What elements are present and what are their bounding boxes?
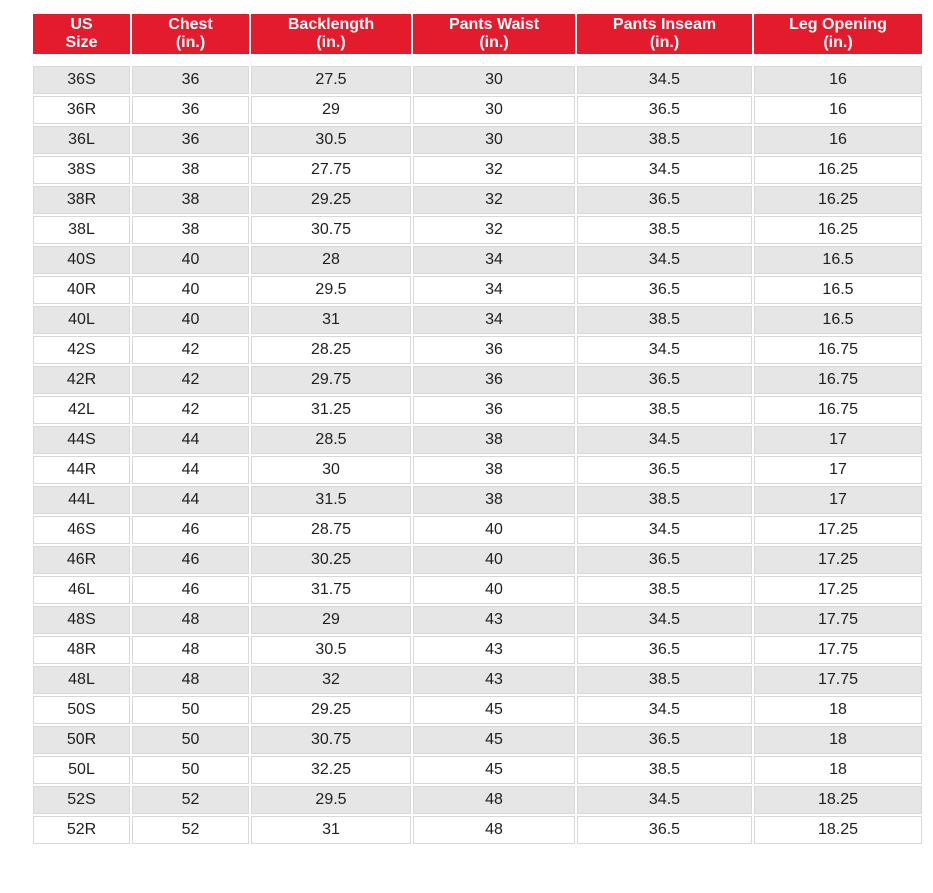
header-leg-opening: Leg Opening (in.)	[754, 14, 922, 54]
cell-backlength: 29.5	[251, 276, 411, 304]
cell-pants-waist: 30	[413, 96, 575, 124]
cell-chest: 48	[132, 666, 249, 694]
cell-us-size: 50L	[33, 756, 130, 784]
cell-us-size: 40R	[33, 276, 130, 304]
cell-us-size: 46S	[33, 516, 130, 544]
cell-chest: 42	[132, 366, 249, 394]
cell-pants-inseam: 34.5	[577, 696, 752, 724]
header-pants-inseam: Pants Inseam (in.)	[577, 14, 752, 54]
cell-us-size: 48L	[33, 666, 130, 694]
cell-pants-inseam: 34.5	[577, 516, 752, 544]
cell-us-size: 44S	[33, 426, 130, 454]
cell-us-size: 38L	[33, 216, 130, 244]
cell-pants-inseam: 36.5	[577, 456, 752, 484]
cell-leg-opening: 16.75	[754, 366, 922, 394]
cell-chest: 44	[132, 456, 249, 484]
cell-pants-waist: 38	[413, 456, 575, 484]
cell-leg-opening: 16	[754, 126, 922, 154]
cell-backlength: 30.75	[251, 726, 411, 754]
cell-leg-opening: 16.75	[754, 336, 922, 364]
cell-backlength: 30.5	[251, 636, 411, 664]
cell-pants-inseam: 38.5	[577, 756, 752, 784]
cell-pants-waist: 43	[413, 606, 575, 634]
cell-leg-opening: 18.25	[754, 786, 922, 814]
table-row	[33, 726, 922, 754]
size-chart-table	[31, 12, 924, 846]
cell-pants-waist: 38	[413, 486, 575, 514]
table-row	[33, 156, 922, 184]
cell-us-size: 50S	[33, 696, 130, 724]
table-row	[33, 426, 922, 454]
cell-us-size: 36L	[33, 126, 130, 154]
cell-pants-inseam: 34.5	[577, 786, 752, 814]
cell-us-size: 52S	[33, 786, 130, 814]
cell-chest: 42	[132, 336, 249, 364]
cell-backlength: 31.25	[251, 396, 411, 424]
header-us-size: US Size	[33, 14, 130, 54]
cell-leg-opening: 16.25	[754, 216, 922, 244]
cell-pants-inseam: 38.5	[577, 396, 752, 424]
cell-pants-waist: 38	[413, 426, 575, 454]
cell-pants-waist: 45	[413, 696, 575, 724]
cell-pants-inseam: 36.5	[577, 726, 752, 754]
table-row	[33, 276, 922, 304]
cell-chest: 40	[132, 276, 249, 304]
cell-pants-inseam: 38.5	[577, 306, 752, 334]
cell-backlength: 28.5	[251, 426, 411, 454]
cell-pants-inseam: 36.5	[577, 366, 752, 394]
cell-pants-waist: 45	[413, 726, 575, 754]
cell-pants-inseam: 38.5	[577, 216, 752, 244]
cell-backlength: 31	[251, 306, 411, 334]
cell-leg-opening: 18	[754, 756, 922, 784]
table-row	[33, 366, 922, 394]
header-spacer	[33, 56, 922, 64]
table-body	[33, 56, 922, 844]
cell-us-size: 42S	[33, 336, 130, 364]
cell-pants-inseam: 36.5	[577, 816, 752, 844]
cell-us-size: 38S	[33, 156, 130, 184]
table-row	[33, 636, 922, 664]
table-row	[33, 126, 922, 154]
table-row	[33, 696, 922, 724]
cell-us-size: 40S	[33, 246, 130, 274]
cell-backlength: 29.25	[251, 186, 411, 214]
cell-leg-opening: 16.5	[754, 306, 922, 334]
cell-pants-inseam: 34.5	[577, 336, 752, 364]
cell-pants-waist: 30	[413, 66, 575, 94]
cell-leg-opening: 16	[754, 66, 922, 94]
table-row	[33, 66, 922, 94]
table-row	[33, 306, 922, 334]
table-row	[33, 756, 922, 784]
cell-backlength: 31.75	[251, 576, 411, 604]
cell-backlength: 29.75	[251, 366, 411, 394]
cell-pants-waist: 36	[413, 366, 575, 394]
table-row	[33, 336, 922, 364]
cell-backlength: 30.5	[251, 126, 411, 154]
cell-pants-inseam: 34.5	[577, 426, 752, 454]
table-row	[33, 396, 922, 424]
cell-pants-waist: 48	[413, 786, 575, 814]
cell-pants-inseam: 34.5	[577, 66, 752, 94]
cell-pants-inseam: 34.5	[577, 156, 752, 184]
cell-us-size: 40L	[33, 306, 130, 334]
cell-pants-inseam: 36.5	[577, 96, 752, 124]
table-row	[33, 546, 922, 574]
cell-chest: 48	[132, 606, 249, 634]
cell-backlength: 29	[251, 96, 411, 124]
table-header	[33, 14, 922, 54]
cell-backlength: 29	[251, 606, 411, 634]
cell-chest: 40	[132, 246, 249, 274]
cell-leg-opening: 16.5	[754, 246, 922, 274]
cell-pants-inseam: 36.5	[577, 546, 752, 574]
cell-backlength: 30.25	[251, 546, 411, 574]
cell-leg-opening: 16.5	[754, 276, 922, 304]
table-row	[33, 606, 922, 634]
cell-us-size: 46L	[33, 576, 130, 604]
cell-leg-opening: 17.25	[754, 546, 922, 574]
header-chest: Chest (in.)	[132, 14, 249, 54]
table-row	[33, 216, 922, 244]
cell-leg-opening: 17.75	[754, 636, 922, 664]
cell-chest: 42	[132, 396, 249, 424]
cell-chest: 46	[132, 576, 249, 604]
cell-leg-opening: 18	[754, 726, 922, 754]
cell-leg-opening: 16.25	[754, 186, 922, 214]
cell-pants-waist: 36	[413, 336, 575, 364]
spacer-cell	[33, 56, 922, 64]
table-row	[33, 786, 922, 814]
cell-chest: 46	[132, 516, 249, 544]
cell-pants-waist: 32	[413, 156, 575, 184]
cell-leg-opening: 17.75	[754, 606, 922, 634]
cell-pants-inseam: 36.5	[577, 186, 752, 214]
cell-chest: 50	[132, 756, 249, 784]
cell-backlength: 27.75	[251, 156, 411, 184]
cell-leg-opening: 17.25	[754, 516, 922, 544]
cell-pants-inseam: 38.5	[577, 486, 752, 514]
cell-backlength: 29.5	[251, 786, 411, 814]
cell-pants-waist: 34	[413, 246, 575, 274]
cell-leg-opening: 18.25	[754, 816, 922, 844]
cell-us-size: 48R	[33, 636, 130, 664]
cell-chest: 38	[132, 186, 249, 214]
cell-pants-waist: 34	[413, 276, 575, 304]
cell-chest: 52	[132, 786, 249, 814]
cell-pants-waist: 30	[413, 126, 575, 154]
cell-pants-inseam: 38.5	[577, 666, 752, 694]
cell-leg-opening: 16.75	[754, 396, 922, 424]
cell-leg-opening: 17.75	[754, 666, 922, 694]
cell-pants-waist: 48	[413, 816, 575, 844]
cell-chest: 36	[132, 96, 249, 124]
cell-pants-inseam: 34.5	[577, 606, 752, 634]
cell-chest: 50	[132, 696, 249, 724]
table-row	[33, 486, 922, 514]
cell-pants-inseam: 38.5	[577, 576, 752, 604]
cell-pants-waist: 32	[413, 216, 575, 244]
cell-us-size: 36S	[33, 66, 130, 94]
cell-pants-waist: 36	[413, 396, 575, 424]
cell-backlength: 29.25	[251, 696, 411, 724]
cell-pants-waist: 43	[413, 666, 575, 694]
cell-leg-opening: 16	[754, 96, 922, 124]
cell-pants-waist: 40	[413, 546, 575, 574]
cell-backlength: 27.5	[251, 66, 411, 94]
cell-pants-inseam: 36.5	[577, 276, 752, 304]
table-row	[33, 516, 922, 544]
table-row	[33, 186, 922, 214]
cell-us-size: 48S	[33, 606, 130, 634]
cell-leg-opening: 18	[754, 696, 922, 724]
cell-chest: 36	[132, 66, 249, 94]
cell-backlength: 31	[251, 816, 411, 844]
cell-us-size: 52R	[33, 816, 130, 844]
cell-chest: 52	[132, 816, 249, 844]
cell-pants-waist: 40	[413, 576, 575, 604]
cell-pants-inseam: 36.5	[577, 636, 752, 664]
table-row	[33, 456, 922, 484]
cell-us-size: 44L	[33, 486, 130, 514]
cell-backlength: 30	[251, 456, 411, 484]
table-row	[33, 816, 922, 844]
cell-backlength: 28	[251, 246, 411, 274]
table-row	[33, 246, 922, 274]
cell-chest: 44	[132, 486, 249, 514]
cell-leg-opening: 17	[754, 456, 922, 484]
cell-chest: 50	[132, 726, 249, 754]
cell-us-size: 42L	[33, 396, 130, 424]
cell-pants-inseam: 34.5	[577, 246, 752, 274]
cell-us-size: 46R	[33, 546, 130, 574]
cell-backlength: 30.75	[251, 216, 411, 244]
cell-pants-waist: 34	[413, 306, 575, 334]
cell-backlength: 32.25	[251, 756, 411, 784]
cell-backlength: 31.5	[251, 486, 411, 514]
cell-chest: 38	[132, 156, 249, 184]
cell-leg-opening: 17.25	[754, 576, 922, 604]
cell-chest: 48	[132, 636, 249, 664]
header-pants-waist: Pants Waist (in.)	[413, 14, 575, 54]
cell-chest: 40	[132, 306, 249, 334]
cell-chest: 36	[132, 126, 249, 154]
cell-leg-opening: 17	[754, 486, 922, 514]
cell-pants-waist: 43	[413, 636, 575, 664]
cell-us-size: 38R	[33, 186, 130, 214]
cell-leg-opening: 16.25	[754, 156, 922, 184]
cell-chest: 44	[132, 426, 249, 454]
cell-backlength: 28.25	[251, 336, 411, 364]
cell-pants-inseam: 38.5	[577, 126, 752, 154]
cell-pants-waist: 40	[413, 516, 575, 544]
cell-us-size: 36R	[33, 96, 130, 124]
cell-us-size: 42R	[33, 366, 130, 394]
cell-us-size: 44R	[33, 456, 130, 484]
header-backlength: Backlength (in.)	[251, 14, 411, 54]
cell-chest: 38	[132, 216, 249, 244]
table-row	[33, 576, 922, 604]
table-row	[33, 666, 922, 694]
cell-backlength: 32	[251, 666, 411, 694]
cell-pants-waist: 45	[413, 756, 575, 784]
cell-pants-waist: 32	[413, 186, 575, 214]
cell-backlength: 28.75	[251, 516, 411, 544]
table-row	[33, 96, 922, 124]
header-row	[33, 14, 922, 54]
cell-chest: 46	[132, 546, 249, 574]
cell-us-size: 50R	[33, 726, 130, 754]
cell-leg-opening: 17	[754, 426, 922, 454]
